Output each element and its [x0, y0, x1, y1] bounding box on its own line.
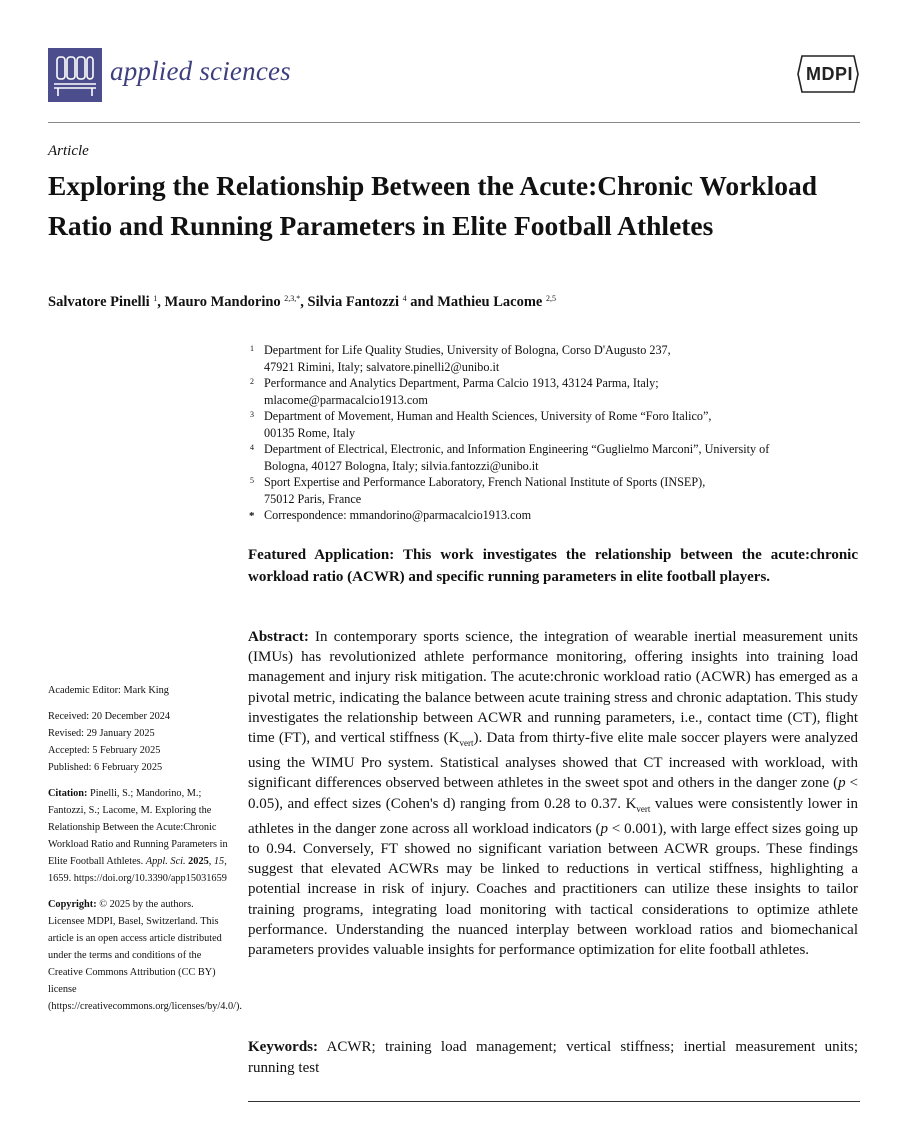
journal-name: applied sciences: [110, 56, 291, 86]
featured-label: Featured Application:: [248, 547, 395, 563]
affiliation-line: Department for Life Quality Studies, University of Bologna, Corso D'Augusto 237,: [264, 343, 671, 357]
abstract-text: < 0.001), with large effect sizes going up to 0.94. Conversely, FT showed no significant variation between ACWR groups. These findings suggest that elevated ACWRs may be linked to reductions in vertical stiffness, highlighting a potential increase in risk of injury. Coaches and practitioners can utilize these insights to tailor training programs, integrating load monitoring with tactical considerations to optimize athlete performance. Understanding the nuanced interplay between workload ratios and biomechanical parameters provides valuable insights for performance optimization for elite football athletes.: [248, 820, 858, 959]
affiliation-number: 4: [250, 443, 254, 452]
academic-editor: Academic Editor: Mark King: [48, 685, 169, 696]
abstract-text: ). Data from thirty-five elite male soccer players were analyzed using the WIMU Pro system. Statistical analyses showed that CT increased with workload, with significant differences observed between athletes in the sweet spot and others in the danger zone (: [248, 730, 859, 792]
affiliation-line: Department of Movement, Human and Health Sciences, University of Rome “Foro Italico”,: [264, 409, 712, 423]
author-name: Salvatore Pinelli: [48, 294, 150, 310]
author-affil-ref: 1: [153, 294, 158, 303]
author-separator: ,: [300, 294, 308, 310]
affiliation: [248, 375, 860, 408]
affiliation: [248, 408, 860, 441]
abstract-text: values were consistently lower in athletes in the danger zone across all workload indicators (: [248, 795, 858, 837]
keywords: [248, 1037, 858, 1078]
author-affil-ref: 2,3,*: [284, 294, 301, 303]
p-value-symbol: p: [838, 775, 846, 792]
author-name: Mathieu Lacome: [437, 294, 543, 310]
citation-year: 2025: [188, 856, 209, 867]
revised-date: Revised: 29 January 2025: [48, 728, 155, 739]
abstract-label: Abstract:: [248, 629, 309, 645]
abstract: [248, 627, 858, 960]
affiliation-line: mlacome@parmacalcio1913.com: [264, 392, 428, 407]
citation-volume: 15: [213, 856, 225, 867]
affiliation-line: Department of Electrical, Electronic, and Information Engineering “Guglielmo Marconi”, University of: [264, 442, 770, 456]
correspondence-mark: *: [249, 510, 255, 522]
affiliation-line: 47921 Rimini, Italy; salvatore.pinelli2@unibo.it: [264, 359, 500, 374]
affiliation: [248, 441, 860, 474]
author-separator: and: [406, 294, 438, 310]
author-name: Mauro Mandorino: [164, 294, 281, 310]
copyright-label: Copyright:: [48, 899, 97, 910]
affiliation: [248, 342, 860, 375]
publisher-logo: [796, 54, 860, 94]
citation-pages: 1659.: [48, 873, 72, 884]
affiliation-number: 1: [250, 344, 254, 353]
article-info-sidebar: [48, 682, 242, 1015]
header-divider: [48, 122, 860, 123]
author-affil-ref: 4: [402, 294, 407, 303]
author-list: [48, 294, 556, 311]
correspondence-text: Correspondence: mmandorino@parmacalcio1913.com: [264, 508, 532, 522]
abstract-text: In contemporary sports science, the integration of wearable inertial measurement units (IMUs) has revolutionized athlete performance monitoring, offering insights into training load management and injury risk mitigation. The acute:chronic workload ratio (ACWR) has emerged as a pivotal metric, indicating the balance between acute training stress and chronic adaptation. This study investigates the relationship between ACWR and running parameters, i.e., contact time (CT), flight time (FT), and vertical stiffness (K: [248, 629, 859, 747]
citation: Citation: Pinelli, S.; Mandorino, M.; Fantozzi, S.; Lacome, M. Exploring the Relationship Between the Acute:Chronic Workload Ratio and Running Parameters in Elite Football Athletes. Appl. Sci. 2025, 15, 1659. https://doi.org/10.3390/app15031659: [48, 788, 228, 884]
featured-application: [248, 545, 858, 588]
affiliation-number: 2: [250, 377, 254, 386]
author-separator: ,: [157, 294, 165, 310]
citation-doi-link[interactable]: https://doi.org/10.3390/app15031659: [73, 873, 227, 884]
affiliation: [248, 474, 860, 507]
correspondence: [248, 507, 860, 524]
affiliation-line: Sport Expertise and Performance Laboratory, French National Institute of Sports (INSEP),: [264, 475, 706, 489]
subscript: vert: [636, 803, 651, 814]
affiliation-line: Bologna, 40127 Bologna, Italy; silvia.fantozzi@unibo.it: [264, 458, 539, 473]
p-value-symbol: p: [600, 820, 608, 837]
test-tubes-icon: [48, 48, 102, 102]
abstract-text: < 0.05), and effect sizes (Cohen's d) ranging from 0.28 to 0.37. K: [248, 775, 858, 812]
article-title: Exploring the Relationship Between the Acute:Chronic Workload Ratio and Running Parameters in Elite Football Athletes: [48, 170, 818, 241]
featured-text: This work investigates the relationship between the acute:chronic workload ratio (ACWR) and specific running parameters in elite football players.: [248, 547, 858, 585]
keywords-text: ACWR; training load management; vertical stiffness; inertial measurement units; running test: [248, 1039, 858, 1076]
citation-label: Citation:: [48, 788, 88, 799]
keywords-label: Keywords:: [248, 1039, 318, 1055]
affiliation-number: 3: [250, 410, 254, 419]
received-date: Received: 20 December 2024: [48, 711, 171, 722]
affiliation-line: 75012 Paris, France: [264, 491, 362, 506]
affiliations: [248, 342, 860, 524]
journal-logo: [48, 48, 102, 102]
bottom-divider: [248, 1101, 860, 1102]
affiliation-line: Performance and Analytics Department, Parma Calcio 1913, 43124 Parma, Italy;: [264, 376, 659, 390]
subscript: vert: [459, 738, 474, 749]
published-date: Published: 6 February 2025: [48, 762, 163, 773]
author-name: Silvia Fantozzi: [307, 294, 399, 310]
accepted-date: Accepted: 5 February 2025: [48, 745, 161, 756]
citation-journal: Appl. Sci.: [145, 856, 186, 867]
publisher-name: MDPI: [806, 64, 853, 84]
copyright: [48, 896, 242, 1015]
article-type: Article: [48, 143, 89, 159]
affiliation-number: 5: [250, 476, 254, 485]
copyright-text: © 2025 by the authors. Licensee MDPI, Basel, Switzerland. This article is an open access article distributed under the terms and conditions of the Creative Commons Attribution (CC BY) license (https://creativecommons.org/licenses/by/4.0/).: [48, 899, 242, 1012]
citation-text: Pinelli, S.; Mandorino, M.; Fantozzi, S.; Lacome, M. Exploring the Relationship Between the Acute:Chronic Workload Ratio and Running Parameters in Elite Football Athletes.: [48, 788, 228, 867]
affiliation-line: 00135 Rome, Italy: [264, 425, 356, 440]
author-affil-ref: 2,5: [545, 294, 556, 303]
